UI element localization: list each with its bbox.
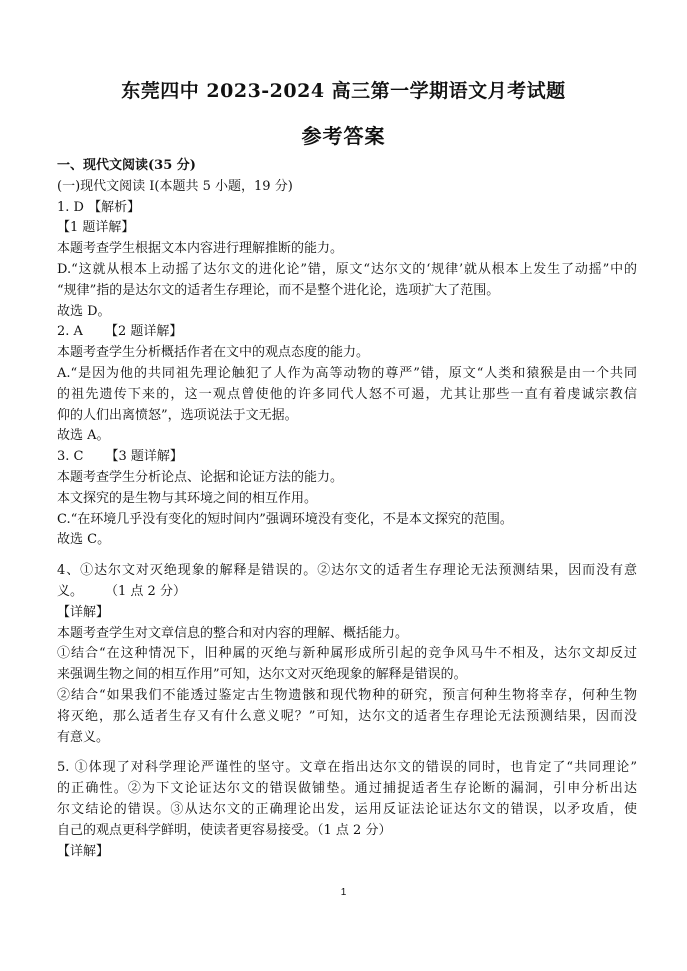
score-note: （1 点 2 分） [105,583,186,599]
text-fragment: 义。 [57,583,84,599]
section-heading: 一、现代文阅读(35 分) [57,158,196,173]
detail-heading: 【3 题详解】 [105,449,183,465]
detail-heading: 【详解】 [57,843,110,859]
text-line: 本文探究的是生物与其环境之间的相互作用。 [57,490,318,506]
text-line: 故选 C。 [57,532,111,548]
text-line: ②结合“如果我们不能透过鉴定古生物遗骸和现代物种的研究，预言何种生物将幸存，何种生物 [57,687,637,703]
text-line: 仰的人们出离愤怒”，选项说法于文无据。 [57,407,298,423]
text-line: D.“这就从根本上动摇了达尔文的进化论”错，原文“达尔文的‘规律’就从根本上发生了动摇”中的 [57,261,637,277]
text-line: 的祖先遗传下来的，这一观点曾使他的许多同代人怒不可遏，尤其让那些一直有着虔诚宗教信 [57,386,637,402]
answer-body [57,156,637,862]
answer-line: 1. D 【解析】 [57,199,141,215]
text-line: 的正确性。②为下文论证达尔文的错误做铺垫。通过捕捉适者生存论断的漏洞，引申分析出达 [57,781,637,797]
text-line: ①结合“在这种情况下，旧种属的灭绝与新种属形成所引起的竞争风马牛不相及，达尔文却反过 [57,646,637,662]
page-subtitle: 参考答案 [301,124,386,148]
detail-heading: 【详解】 [57,604,110,620]
answer-line: 4、①达尔文对灭绝现象的解释是错误的。②达尔文的适者生存理论无法预测结果，因而没有意 [57,563,637,579]
detail-heading: 【2 题详解】 [104,324,183,340]
answer-key: 2. A [57,324,83,340]
text-line: 本题考查学生分析概括作者在文中的观点态度的能力。 [57,345,370,361]
text-line: 自己的观点更科学鲜明，使读者更容易接受。（1 点 2 分） [57,822,392,838]
text-line: 有意义。 [57,729,110,745]
text-line: 故选 A。 [57,428,110,444]
text-line: 将灭绝，那么适者生存又有什么意义呢？”可知，达尔文的适者生存理论无法预测结果，因而没 [57,708,637,724]
text-line: 来强调生物之间的相互作用”可知，达尔文对灭绝现象的解释是错误的。 [57,667,467,683]
text-line: 尔文结论的错误。③从达尔文的正确理论出发，运用反证法论证达尔文的错误，以矛攻盾，使 [57,801,637,817]
text-line: 本题考查学生根据文本内容进行理解推断的能力。 [57,241,344,257]
text-line: A.“是因为他的共同祖先理论触犯了人作为高等动物的尊严”错，原文“人类和猿猴是由一个共同 [57,365,637,381]
text-line: 本题考查学生对文章信息的整合和对内容的理解、概括能力。 [57,625,409,641]
answer-line [57,447,637,468]
page-title: 东莞四中 2023-2024 高三第一学期语文月考试题 [121,80,566,102]
detail-heading: 【1 题详解】 [57,220,135,236]
text-line: “规律”指的是达尔文的适者生存理论，而不是整个进化论，选项扩大了范围。 [57,282,500,298]
text-line: 本题考查学生分析论点、论据和论证方法的能力。 [57,469,344,485]
text-line: C.“在环境几乎没有变化的短时间内”强调环境没有变化，不是本文探究的范围。 [57,511,513,527]
answer-line [57,322,637,343]
text-line: 故选 D。 [57,303,111,319]
page-number: 1 [340,887,347,898]
subsection-heading: (一)现代文阅读 I(本题共 5 小题，19 分) [57,178,293,194]
answer-key: 3. C [57,449,84,465]
answer-line [57,582,637,603]
answer-line: 5. ①体现了对科学理论严谨性的坚守。文章在指出达尔文的错误的同时，也肯定了“共同理论” [57,760,637,776]
